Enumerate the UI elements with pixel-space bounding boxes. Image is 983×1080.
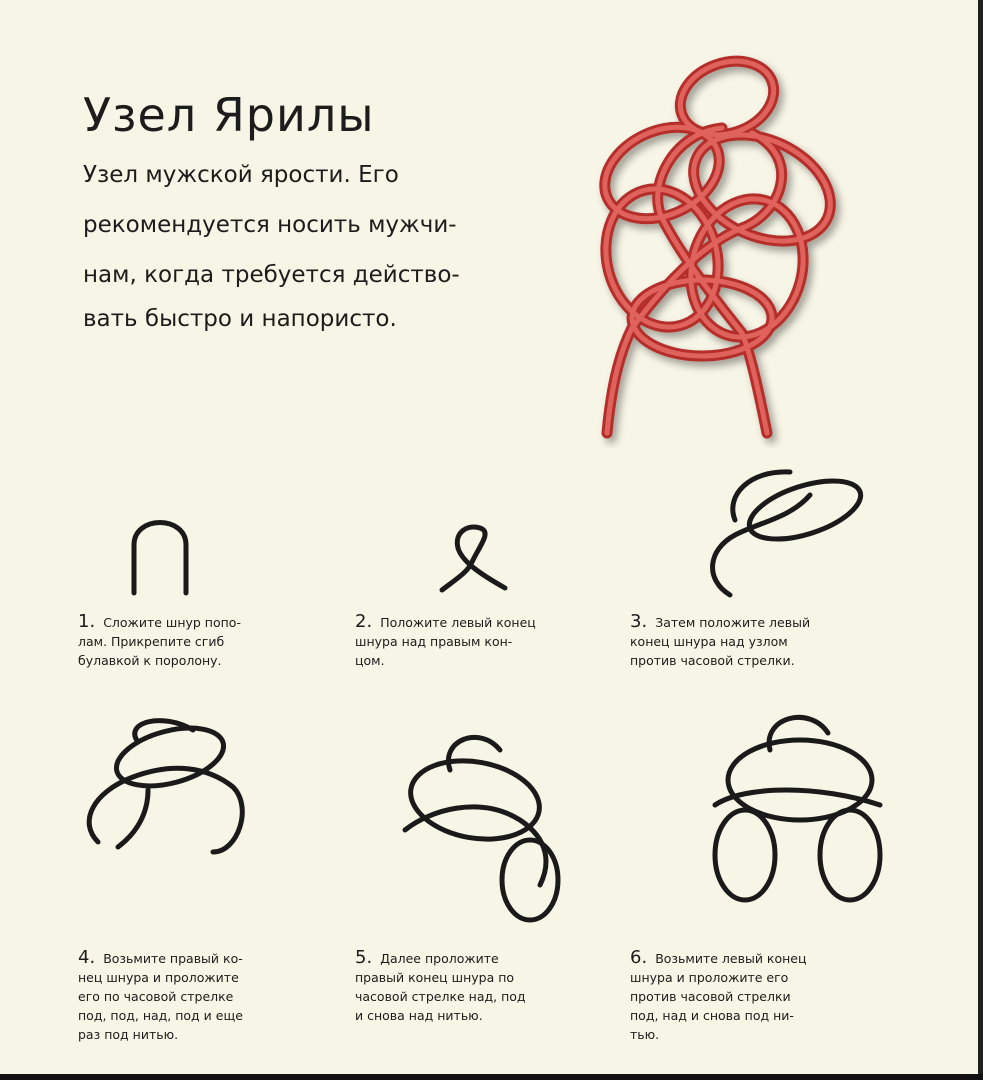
step-number: 4. bbox=[78, 947, 96, 968]
step-number: 2. bbox=[355, 611, 373, 632]
caption-line: под, над и снова под ни- bbox=[630, 1008, 794, 1023]
caption-line: против часовой стрелки. bbox=[630, 653, 795, 668]
step-3-diagram bbox=[695, 460, 875, 600]
caption-line: Затем положите левый bbox=[655, 615, 811, 630]
step-6-diagram bbox=[700, 705, 900, 915]
step-number: 1. bbox=[78, 611, 96, 632]
caption-line: против часовой стрелки bbox=[630, 989, 791, 1004]
caption-line: конец шнура над узлом bbox=[630, 634, 788, 649]
step-2-caption bbox=[355, 612, 536, 670]
red-knot-illustration bbox=[552, 38, 872, 448]
caption-line: Далее проложите bbox=[380, 951, 499, 966]
bottom-border bbox=[0, 1074, 983, 1080]
step-6-caption bbox=[630, 948, 807, 1044]
caption-line: его по часовой стрелке bbox=[78, 989, 234, 1004]
step-4-diagram bbox=[78, 712, 258, 862]
caption-line: правый конец шнура по bbox=[355, 970, 515, 985]
caption-line: шнура и проложите его bbox=[630, 970, 789, 985]
caption-line: булавкой к поролону. bbox=[78, 653, 222, 668]
step-number: 3. bbox=[630, 611, 648, 632]
caption-line: Положите левый конец bbox=[380, 615, 536, 630]
intro-line: Узел мужской ярости. Его bbox=[83, 162, 399, 188]
step-4-caption bbox=[78, 948, 243, 1044]
step-1-caption bbox=[78, 612, 241, 670]
frame-edge bbox=[978, 0, 983, 1080]
step-1-diagram bbox=[120, 505, 210, 600]
step-5-caption bbox=[355, 948, 526, 1025]
intro-line: рекомендуется носить мужчи- bbox=[83, 212, 457, 238]
step-number: 6. bbox=[630, 947, 648, 968]
caption-line: Возьмите правый ко- bbox=[103, 951, 243, 966]
caption-line: тью. bbox=[630, 1027, 660, 1042]
step-3-caption bbox=[630, 612, 810, 670]
caption-line: лам. Прикрепите сгиб bbox=[78, 634, 225, 649]
caption-line: цом. bbox=[355, 653, 385, 668]
caption-line: нец шнура и проложите bbox=[78, 970, 239, 985]
caption-line: и снова над нитью. bbox=[355, 1008, 483, 1023]
intro-line: вать быстро и напористо. bbox=[83, 306, 397, 332]
step-number: 5. bbox=[355, 947, 373, 968]
caption-line: раз под нитью. bbox=[78, 1027, 179, 1042]
intro-line: нам, когда требуется действо- bbox=[83, 262, 460, 288]
caption-line: часовой стрелке над, под bbox=[355, 989, 526, 1004]
caption-line: под, под, над, под и еще bbox=[78, 1008, 243, 1023]
caption-line: Сложите шнур попо- bbox=[103, 615, 241, 630]
caption-line: Возьмите левый конец bbox=[655, 951, 807, 966]
page-title: Узел Ярилы bbox=[83, 88, 375, 142]
caption-line: шнура над правым кон- bbox=[355, 634, 513, 649]
step-5-diagram bbox=[390, 725, 570, 925]
step-2-diagram bbox=[430, 520, 520, 595]
